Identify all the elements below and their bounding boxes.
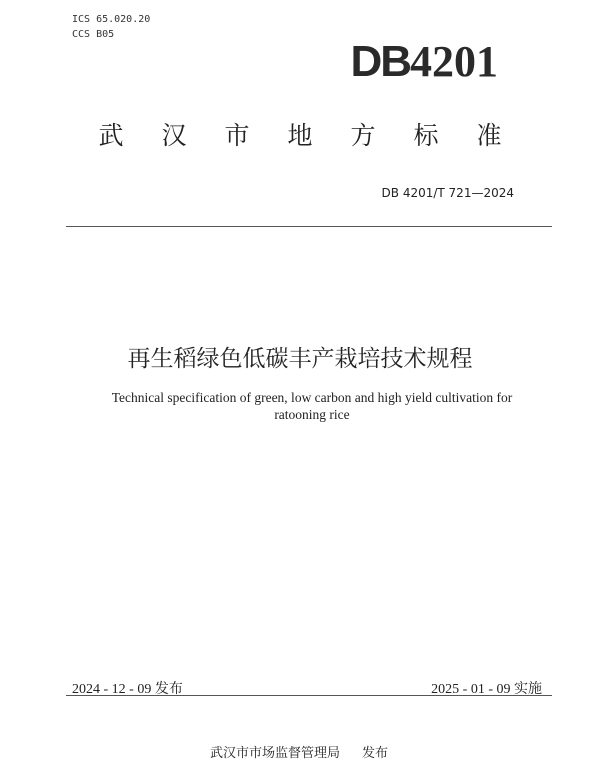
ics-code: ICS 65.020.20 (72, 14, 151, 25)
standard-logo (350, 36, 498, 87)
document-title-english: Technical specification of green, low carbon and high yield cultivation for ratooning rice (111, 390, 513, 422)
logo-number: 4201 (410, 37, 498, 86)
classification-codes (72, 12, 150, 42)
ccs-code: CCS B05 (72, 29, 115, 40)
top-divider (66, 226, 552, 227)
bottom-divider (66, 695, 552, 696)
issuing-authority (210, 742, 388, 761)
document-title-chinese: 再生稻绿色低碳丰产栽培技术规程 (127, 346, 473, 372)
standard-type: 武汉市地方标准 (98, 121, 540, 150)
issuer-name: 武汉市市场监督管理局 (210, 746, 341, 761)
issuer-verb: 发布 (362, 746, 389, 761)
logo-prefix: DB (350, 37, 410, 86)
implementation-date: 2025 - 01 - 09 实施 (431, 682, 542, 697)
issue-date: 2024 - 12 - 09 发布 (72, 682, 183, 697)
standard-number: DB 4201/T 721—2024 (381, 186, 514, 200)
